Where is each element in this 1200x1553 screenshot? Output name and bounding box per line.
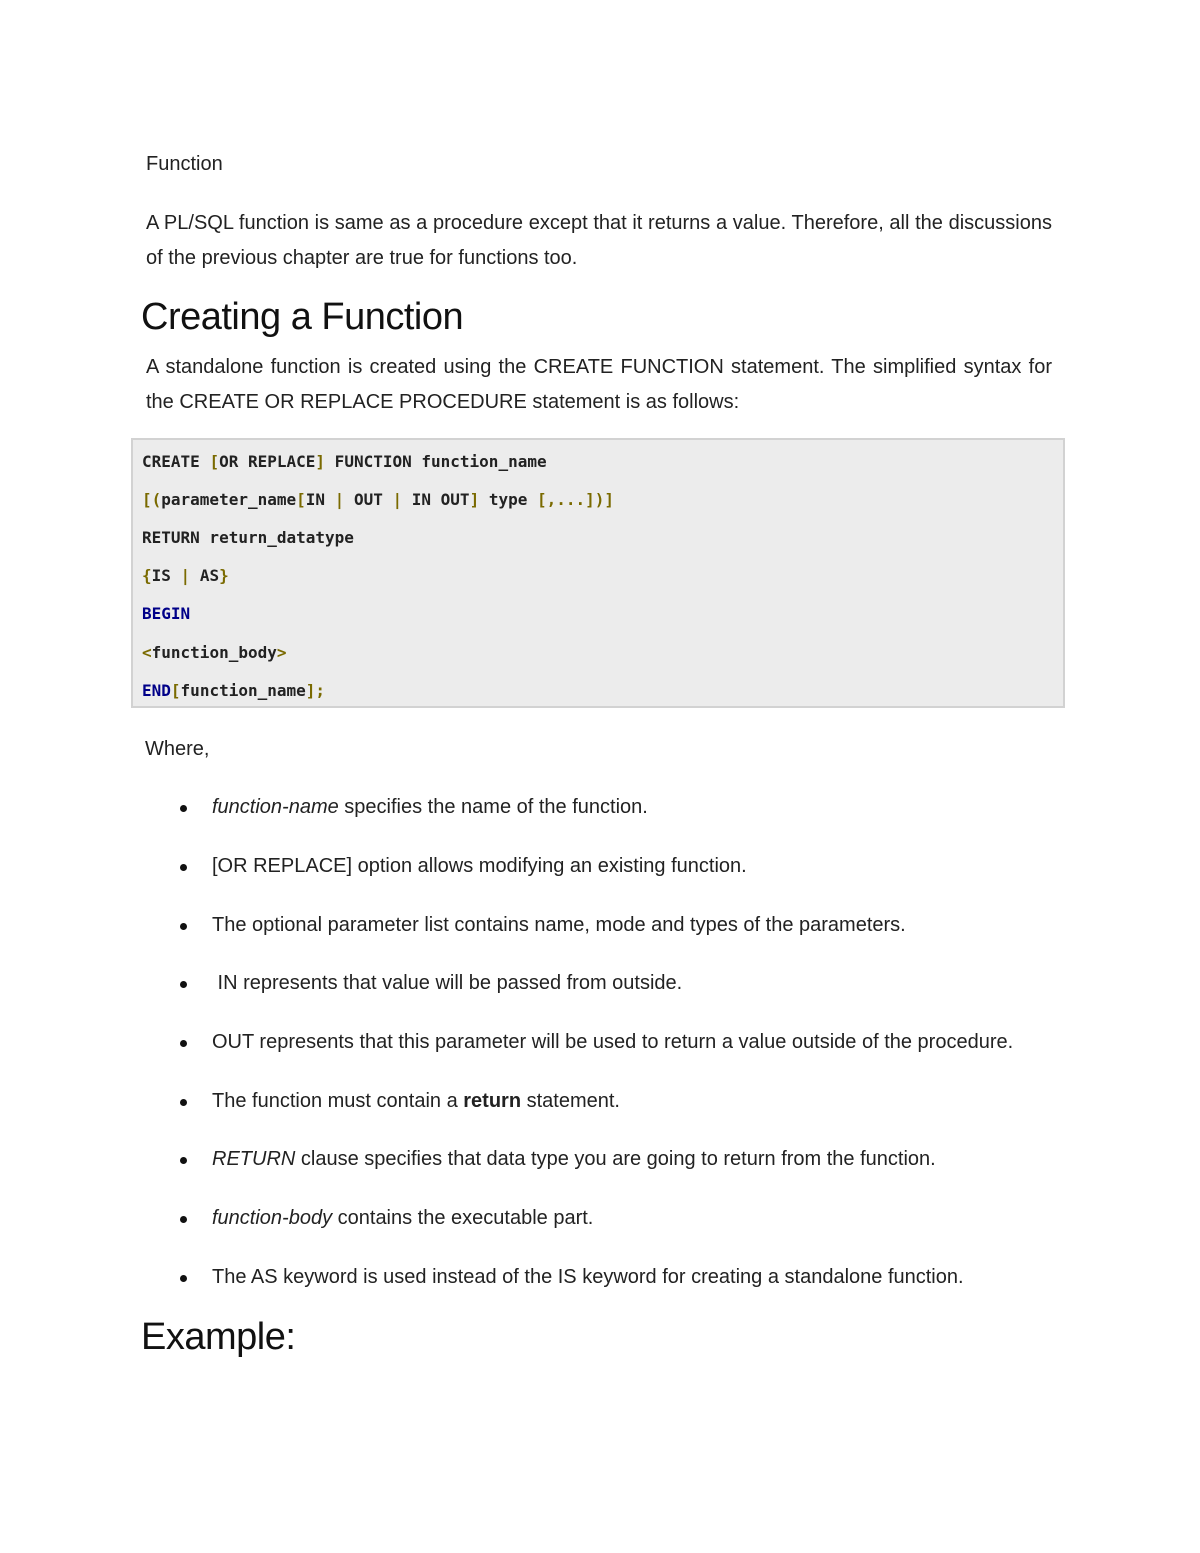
list-item-text: The AS keyword is used instead of the IS keyword for creating a standalone function.	[212, 1266, 964, 1288]
bullet-dot-icon	[180, 923, 187, 930]
code-bracket: >	[276, 643, 287, 662]
list-item-description: specifies the name of the function.	[338, 796, 648, 818]
code-token: type	[479, 490, 537, 509]
syntax-intro-paragraph: A standalone function is created using the CREATE FUNCTION statement. The simplified syntax for the CREATE OR REPLACE PROCEDURE statement is as follows:	[146, 356, 1052, 413]
code-bracket: {	[142, 566, 152, 585]
bullet-dot-icon	[180, 1275, 187, 1282]
list-item-text: IN represents that value will be passed from outside.	[212, 972, 683, 994]
list-item-description: contains the executable part.	[332, 1207, 594, 1229]
code-bracket: ]	[315, 452, 326, 471]
list-item-description: clause specifies that data type you are going to return from the function.	[295, 1148, 936, 1170]
where-label: Where,	[145, 738, 210, 760]
code-token: function_body	[151, 643, 277, 662]
code-token: IN OUT	[402, 490, 470, 509]
code-keyword: BEGIN	[142, 604, 191, 623]
code-bracket: ]	[469, 490, 480, 509]
intro-paragraph: A PL/SQL function is same as a procedure except that it returns a value. Therefore, all the discussions of the previous chapter are true for functions too.	[146, 212, 1052, 269]
list-item-text: OUT represents that this parameter will be used to return a value outside of the procedure.	[212, 1031, 1014, 1053]
bullet-dot-icon	[180, 1216, 187, 1223]
list-item-keyword: return	[463, 1090, 522, 1112]
code-bracket: [,...])]	[537, 490, 615, 509]
code-line-1	[142, 452, 547, 471]
code-token: AS	[190, 566, 220, 585]
bullet-dot-icon	[180, 805, 187, 812]
code-bracket: |	[180, 566, 191, 585]
code-token: function_name	[180, 681, 306, 700]
code-line-5	[142, 604, 190, 623]
code-token: OUT	[344, 490, 393, 509]
syntax-code-block	[131, 438, 1065, 708]
bullet-dot-icon	[180, 1157, 187, 1164]
code-bracket: [	[170, 681, 181, 700]
code-bracket: ];	[305, 681, 326, 700]
list-item-text	[212, 1148, 936, 1171]
list-item-term: function-body	[212, 1207, 333, 1229]
code-token: CREATE	[142, 452, 210, 471]
list-item-term: function-name	[212, 796, 339, 818]
bullet-dot-icon	[180, 1040, 187, 1047]
code-token: IS	[151, 566, 181, 585]
list-item-text	[212, 796, 648, 819]
code-bracket: |	[334, 490, 345, 509]
code-bracket: <	[142, 643, 152, 662]
code-token: FUNCTION function_name	[325, 452, 547, 471]
code-bracket: |	[392, 490, 403, 509]
list-item-text	[212, 1090, 620, 1113]
code-line-6	[142, 643, 287, 662]
bullet-dot-icon	[180, 864, 187, 871]
list-item-text	[212, 1207, 593, 1230]
code-token: OR REPLACE	[219, 452, 316, 471]
heading-example: Example:	[141, 1316, 296, 1358]
code-token: parameter_name	[161, 490, 297, 509]
code-token: RETURN return_datatype	[142, 528, 354, 547]
bullet-dot-icon	[180, 1099, 187, 1106]
list-item-text: The optional parameter list contains name, mode and types of the parameters.	[212, 914, 906, 936]
bullet-dot-icon	[180, 981, 187, 988]
heading-creating-a-function: Creating a Function	[141, 296, 464, 338]
code-line-2	[142, 490, 614, 509]
code-bracket: [(	[142, 490, 162, 509]
document-label: Function	[146, 153, 223, 175]
code-bracket: [	[296, 490, 306, 509]
list-item-prefix: The function must contain a	[212, 1090, 464, 1112]
code-line-3	[142, 528, 354, 547]
code-line-4	[142, 566, 229, 585]
code-bracket: [	[209, 452, 220, 471]
code-bracket: }	[219, 566, 229, 585]
code-line-7	[142, 681, 325, 700]
code-keyword: END	[142, 681, 171, 700]
list-item-text: [OR REPLACE] option allows modifying an existing function.	[212, 855, 747, 877]
list-item-term: RETURN	[212, 1148, 296, 1170]
list-item-suffix: statement.	[521, 1090, 620, 1112]
code-token: IN	[305, 490, 335, 509]
